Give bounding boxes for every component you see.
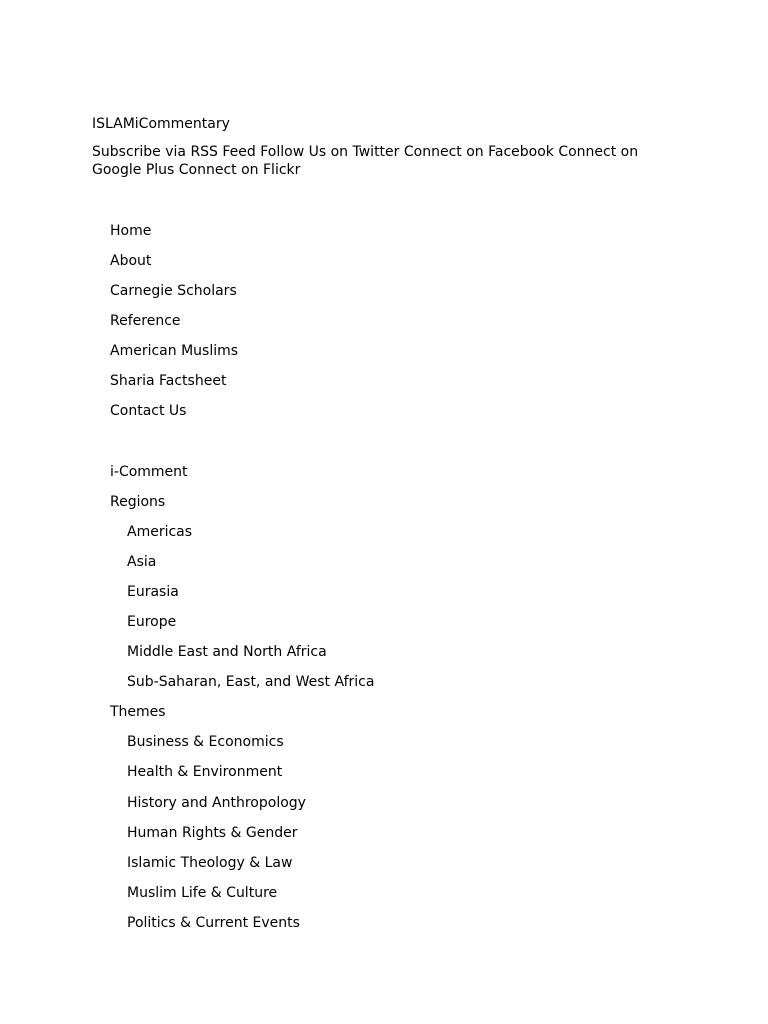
nav-item-home (110, 221, 238, 251)
rss-feed-link[interactable]: Subscribe via RSS Feed (92, 144, 256, 160)
theme-link-politics-current-events[interactable]: Politics & Current Events (127, 914, 300, 931)
nav-item-sharia-factsheet (110, 371, 238, 401)
cat-link-regions[interactable]: Regions (110, 494, 166, 511)
nav-item-carnegie-scholars (110, 281, 238, 311)
nav-link-contact-us[interactable]: Contact Us (110, 403, 187, 420)
twitter-link[interactable]: Follow Us on Twitter (260, 144, 400, 160)
theme-link-muslim-life-culture[interactable]: Muslim Life & Culture (127, 884, 278, 901)
nav-link-reference[interactable]: Reference (110, 313, 181, 330)
nav-item-american-muslims (110, 341, 238, 371)
flickr-link[interactable]: Connect on Flickr (178, 162, 301, 178)
nav-link-sharia-factsheet[interactable]: Sharia Factsheet (110, 373, 227, 390)
region-link-europe[interactable]: Europe (127, 614, 177, 631)
region-link-asia[interactable]: Asia (127, 554, 157, 571)
theme-item-muslim-life-culture (110, 883, 374, 913)
region-item-asia (110, 552, 374, 582)
theme-item-islamic-theology-law (110, 853, 374, 883)
cat-item-i-comment (110, 462, 374, 492)
facebook-link[interactable]: Connect on Facebook (403, 144, 554, 160)
nav-link-carnegie-scholars[interactable]: Carnegie Scholars (110, 283, 237, 300)
region-item-americas (110, 522, 374, 552)
region-item-mena (110, 642, 374, 672)
theme-item-business-economics (110, 732, 374, 762)
category-navigation (110, 462, 374, 943)
theme-item-politics-current-events (110, 913, 374, 943)
theme-item-health-environment (110, 762, 374, 792)
site-title[interactable]: ISLAMiCommentary (92, 116, 230, 132)
google-plus-link[interactable]: Connect on Google Plus (92, 144, 639, 178)
nav-item-contact-us (110, 401, 238, 431)
region-item-sub-saharan-africa (110, 672, 374, 702)
nav-link-about[interactable]: About (110, 253, 152, 270)
cat-link-themes[interactable]: Themes (110, 704, 166, 721)
region-link-mena[interactable]: Middle East and North Africa (127, 644, 327, 661)
theme-link-health-environment[interactable]: Health & Environment (127, 764, 283, 781)
cat-item-regions (110, 492, 374, 522)
region-link-sub-saharan-africa[interactable]: Sub-Saharan, East, and West Africa (127, 674, 375, 691)
theme-item-human-rights-gender (110, 823, 374, 853)
nav-link-american-muslims[interactable]: American Muslims (110, 343, 239, 360)
nav-link-home[interactable]: Home (110, 223, 152, 239)
theme-item-history-anthropology (110, 793, 374, 823)
main-navigation (110, 221, 238, 431)
nav-item-about (110, 251, 238, 281)
theme-link-human-rights-gender[interactable]: Human Rights & Gender (127, 824, 298, 841)
cat-item-themes (110, 702, 374, 732)
social-links (92, 143, 682, 179)
region-link-americas[interactable]: Americas (127, 524, 193, 541)
nav-item-reference (110, 311, 238, 341)
theme-link-islamic-theology-law[interactable]: Islamic Theology & Law (127, 854, 293, 871)
region-link-eurasia[interactable]: Eurasia (127, 584, 179, 601)
cat-link-i-comment[interactable]: i-Comment (110, 464, 188, 480)
region-item-eurasia (110, 582, 374, 612)
theme-link-business-economics[interactable]: Business & Economics (127, 734, 284, 751)
region-item-europe (110, 612, 374, 642)
theme-link-history-anthropology[interactable]: History and Anthropology (127, 794, 306, 811)
